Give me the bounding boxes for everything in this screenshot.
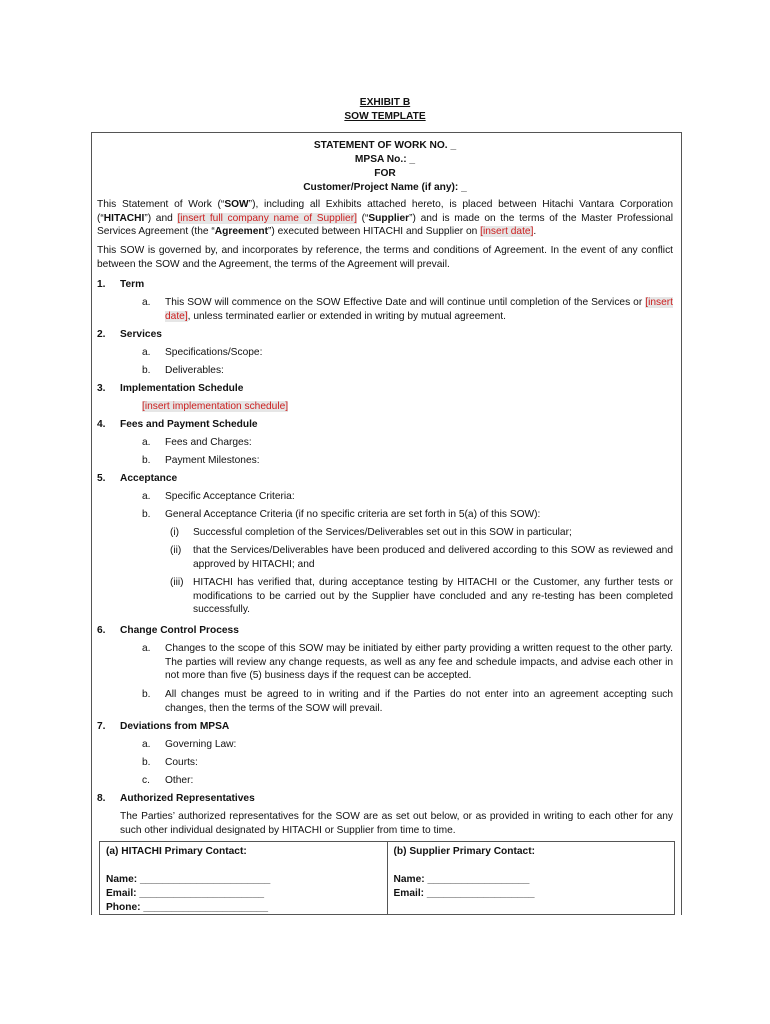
section-5b-iii-label: (iii) [170,577,184,588]
section-7b-text: Courts: [165,757,198,768]
section-2b-text: Deliverables: [165,365,224,376]
section-5b-ii-text: that the Services/Deliverables have been produced and delivered according to this SOW as reviewed and approved by HITACHI; and [193,545,673,570]
supplier-contact-title: (b) Supplier Primary Contact: [393,846,536,857]
company-name-placeholder[interactable]: [insert full company name of Supplier] [177,212,357,224]
section-4b-label: b. [142,455,151,466]
implementation-schedule-placeholder[interactable]: [insert implementation schedule] [142,401,289,412]
section-8-title: Authorized Representatives [120,793,255,804]
section-4-title: Fees and Payment Schedule [120,419,258,430]
section-6-number: 6. [97,625,106,636]
supplier-contact-cell [387,842,675,914]
for-line: FOR [374,168,396,179]
section-6b-text: All changes must be agreed to in writing and if the Parties do not enter into an agreement accepting such changes, then the terms of the SOW will prevail. [165,689,673,714]
section-1-number: 1. [97,279,106,290]
term-date-placeholder[interactable]: [insert date] [165,297,673,322]
section-7b-label: b. [142,757,151,768]
section-4a-label: a. [142,437,151,448]
hitachi-name-field[interactable]: Name: _______________________ [106,874,271,885]
section-5a-text: Specific Acceptance Criteria: [165,491,295,502]
section-8-text: The Parties’ authorized representatives for the SOW are as set out below, or as provided in writing to each other for any such other individual designated by HITACHI or Supplier from time to time. [120,811,673,836]
hitachi-email-field[interactable]: Email: ______________________ [106,888,265,899]
section-7-title: Deviations from MPSA [120,721,230,732]
hitachi-contact-cell [100,842,387,914]
governing-paragraph: This SOW is governed by, and incorporates by reference, the terms and conditions of Agreement. In the event of any conflict between the SOW and the Agreement, the terms of the Agreement will prevail. [97,245,673,270]
section-2a-text: Specifications/Scope: [165,347,263,358]
section-5-number: 5. [97,473,106,484]
exhibit-heading: EXHIBIT B [359,97,411,108]
section-2-title: Services [120,329,162,340]
section-2a-label: a. [142,347,151,358]
section-6b-label: b. [142,689,151,700]
section-7c-label: c. [142,775,150,786]
section-1-title: Term [120,279,145,290]
section-2-number: 2. [97,329,106,340]
mpsa-number-line: MPSA No.: _ [354,154,416,165]
section-4a-text: Fees and Charges: [165,437,252,448]
section-5b-text: General Acceptance Criteria (if no specific criteria are set forth in 5(a) of this SOW): [165,509,541,520]
section-4-number: 4. [97,419,106,430]
section-6-title: Change Control Process [120,625,239,636]
agreement-date-placeholder[interactable]: [insert date] [480,226,534,238]
customer-project-line: Customer/Project Name (if any): _ [303,182,467,193]
section-5a-label: a. [142,491,151,502]
section-5-title: Acceptance [120,473,178,484]
section-7a-label: a. [142,739,151,750]
section-3-title: Implementation Schedule [120,383,244,394]
section-5b-label: b. [142,509,151,520]
section-3-number: 3. [97,383,106,394]
section-1a-text: This SOW will commence on the SOW Effective Date and will continue until completion of the Services or [insert date], unless terminated earlier or extended in writing by mutual agreement. [165,297,673,322]
section-2b-label: b. [142,365,151,376]
section-5b-ii-label: (ii) [170,545,182,556]
contacts-table [99,841,675,915]
section-7a-text: Governing Law: [165,739,237,750]
section-7c-text: Other: [165,775,194,786]
sow-template-heading: SOW TEMPLATE [344,111,426,122]
supplier-name-field[interactable]: Name: __________________ [393,874,530,885]
section-5b-i-text: Successful completion of the Services/Deliverables set out in this SOW in particular; [193,527,572,538]
section-5b-i-label: (i) [170,527,180,538]
hitachi-phone-field[interactable]: Phone: ______________________ [106,902,269,913]
section-1a-label: a. [142,297,151,308]
section-4b-text: Payment Milestones: [165,455,260,466]
section-8-number: 8. [97,793,106,804]
supplier-email-field[interactable]: Email: ___________________ [393,888,535,899]
sow-number-line: STATEMENT OF WORK NO. _ [313,140,457,151]
hitachi-contact-title: (a) HITACHI Primary Contact: [106,846,247,857]
section-5b-iii-text: HITACHI has verified that, during acceptance testing by HITACHI or the Customer, any further tests or modifications to be carried out by the Supplier have concluded and any re-testing has been completed successfully. [193,577,673,616]
section-7-number: 7. [97,721,106,732]
intro-paragraph: This Statement of Work (“SOW”), including all Exhibits attached hereto, is placed between Hitachi Vantara Corporation (“HITACHI”) and [insert full company name of Supplier] (“Supplier”) and is made on the terms of the Master Professional Services Agreement (the “Agreement”) executed between HITACHI and Supplier on [insert date]. [97,199,673,238]
section-6a-text: Changes to the scope of this SOW may be initiated by either party providing a written request to the other party. The parties will review any change requests, as well as any fee and schedule impacts, and advise each other in not more than five (5) business days if the request can be accepted. [165,643,673,682]
section-6a-label: a. [142,643,151,654]
